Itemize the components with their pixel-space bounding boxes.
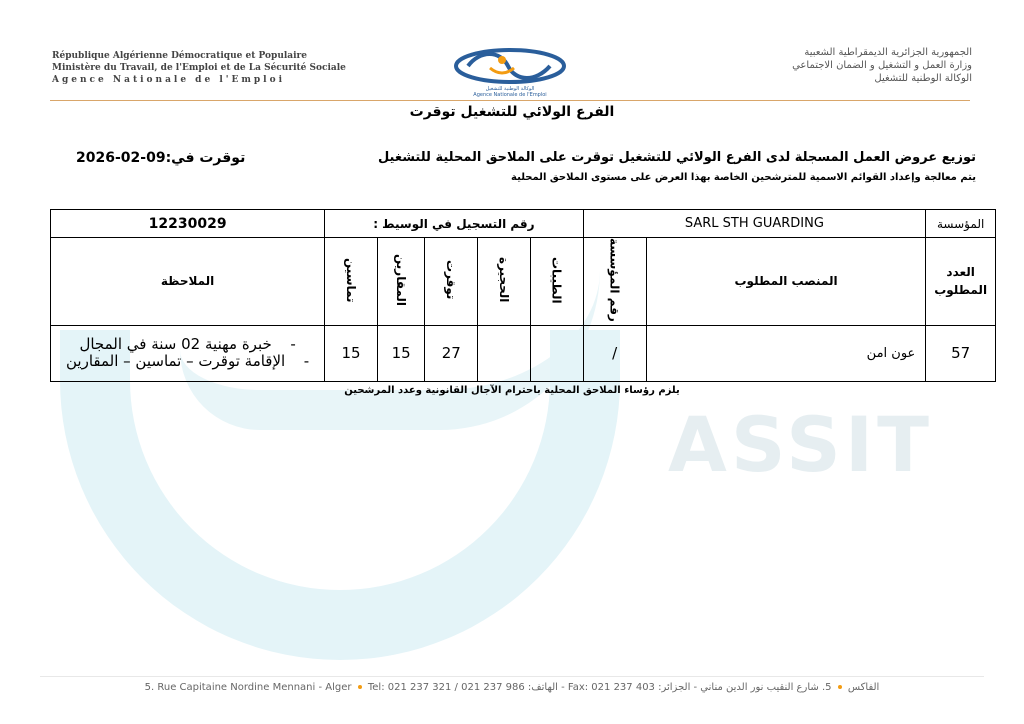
header-taibet: [530, 238, 583, 326]
header-taibet-label: الطيبات: [549, 256, 564, 304]
cell-temacine: 15: [325, 325, 378, 381]
job-offer-table: [50, 209, 996, 382]
document-date: توقرت في:09-02-2026: [76, 150, 246, 166]
bullet-icon: [838, 685, 842, 689]
header-megarine-label: المقارين: [394, 253, 409, 306]
company-label: المؤسسة: [926, 210, 996, 238]
header-touggourt: [425, 238, 478, 326]
registration-value: 12230029: [51, 210, 325, 238]
header-hajira-label: الحجيرة: [496, 257, 511, 303]
footer-address: [0, 682, 1024, 693]
cell-hajira: [478, 325, 531, 381]
footer-note: يلزم رؤساء الملاحق المحلية باحترام الآجال القانونية وعدد المرشحين: [344, 385, 680, 396]
header-institution-no: [583, 238, 646, 326]
header-temacine: [325, 238, 378, 326]
header-french-line: Agence Nationale de l'Emploi: [52, 75, 286, 85]
header-french-line: République Algérienne Démocratique et Populaire: [52, 51, 308, 61]
note-item: - خبرة مهنية 02 سنة في المجال: [51, 336, 324, 353]
company-value: SARL STH GUARDING: [583, 210, 926, 238]
note-item: - الإقامة توقرت – تماسين – المقارين: [51, 353, 324, 370]
header-arabic-line: الجمهورية الجزائرية الديمقراطية الشعبية: [804, 47, 972, 58]
watermark-text: ASSIT: [668, 400, 933, 489]
footer-address-ar: 5. شارع النقيب نور الدين مناني - الجزائر: [661, 682, 832, 693]
document-title: توزيع عروض العمل المسجلة لدى الفرع الولائي للتشغيل توقرت على الملاحق المحلية للتشغيل: [377, 150, 976, 165]
logo-caption-ar: الوكالة الوطنية للتشغيل: [485, 86, 535, 92]
header-count: العدد المطلوب: [926, 238, 996, 326]
footer-phones: Tel: 021 237 321 / 021 237 986 :الهاتف - Fax: 021 237 403 :الفاكس: [367, 682, 880, 693]
header-notes: الملاحظة: [51, 238, 325, 326]
logo-caption: [440, 86, 580, 98]
header-arabic: [792, 46, 972, 85]
table-row-headers: [51, 238, 996, 326]
header-position: المنصب المطلوب: [646, 238, 925, 326]
cell-megarine: 15: [377, 325, 424, 381]
cell-position: عون امن: [646, 325, 925, 381]
cell-count: 57: [926, 325, 996, 381]
header-touggourt-label: توقرت: [444, 260, 459, 300]
document-subtitle: يتم معالجة وإعداد القوائم الاسمية للمترشحين الخاصة بهذا العرض على مستوى الملاحق المحلية: [511, 172, 976, 183]
header-megarine: [377, 238, 424, 326]
footer-divider: [40, 676, 984, 677]
header-institution-no-label: رقم المؤسسة: [607, 238, 622, 322]
header-arabic-line: وزارة العمل و التشغيل و الضمان الاجتماعي: [792, 60, 972, 71]
table-row: [51, 325, 996, 381]
bullet-icon: [358, 685, 362, 689]
footer-address-fr: 5. Rue Capitaine Nordine Mennani - Alger: [144, 682, 352, 693]
header-temacine-label: تماسين: [344, 257, 359, 303]
header-arabic-line: الوكالة الوطنية للتشغيل: [874, 73, 972, 84]
branch-title: الفرع الولائي للتشغيل توقرت: [409, 104, 615, 120]
header-french-line: Ministère du Travail, de l'Emploi et de La Sécurité Sociale: [52, 63, 346, 73]
logo-caption-fr: Agence Nationale de l'Emploi: [473, 92, 547, 98]
cell-taibet: [530, 325, 583, 381]
table-row-company: [51, 210, 996, 238]
header-hajira: [478, 238, 531, 326]
registration-label: رقم التسجيل في الوسيط :: [325, 210, 583, 238]
notes-cell: [51, 325, 325, 381]
header-french: [52, 50, 346, 86]
cell-institution-no: /: [583, 325, 646, 381]
header-divider: [50, 100, 970, 101]
cell-touggourt: 27: [425, 325, 478, 381]
